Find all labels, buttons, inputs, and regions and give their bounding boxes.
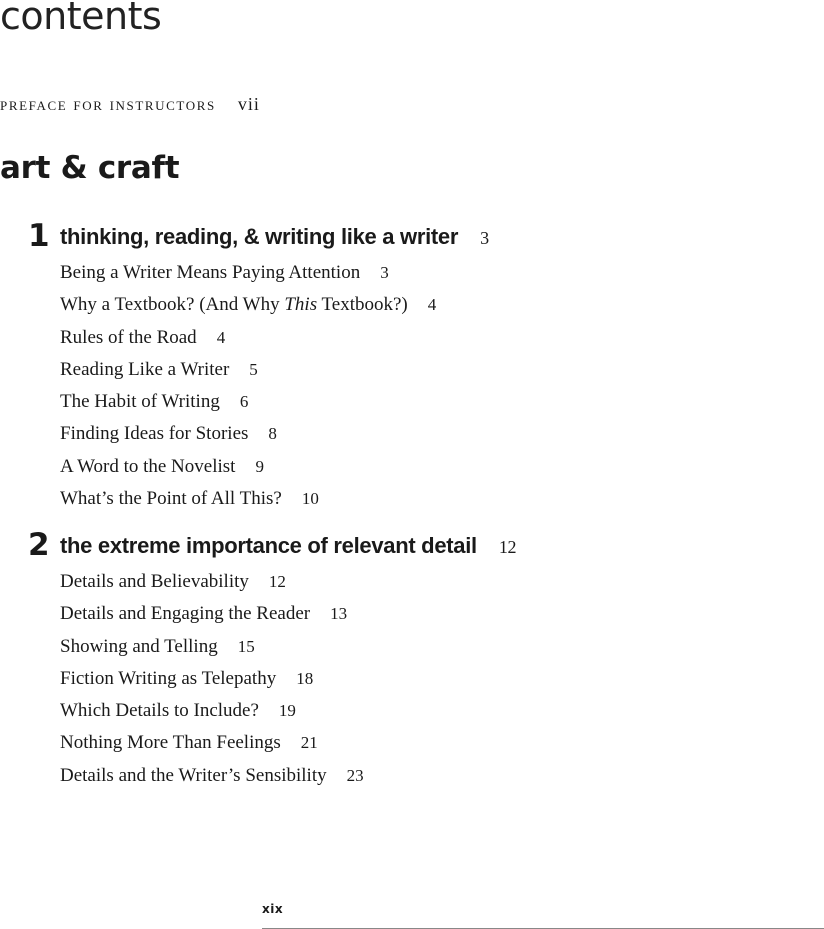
- entry-title: [60, 294, 408, 315]
- entry-page-number: 3: [380, 263, 389, 282]
- toc-entry[interactable]: [60, 354, 436, 386]
- entry-page-number: 10: [301, 489, 319, 509]
- entry-page-number: 13: [330, 604, 348, 624]
- page-folio: xix: [262, 902, 284, 916]
- section-list: [60, 566, 364, 792]
- entry-title: Showing and Telling: [60, 635, 218, 657]
- entry-title: Reading Like a Writer: [60, 358, 230, 380]
- toc-entry[interactable]: [60, 289, 436, 321]
- entry-page-number: 6: [239, 392, 249, 412]
- entry-page-number: 15: [237, 636, 255, 656]
- entry-page-number: 8: [268, 424, 277, 444]
- entry-title: Details and Engaging the Reader: [60, 603, 311, 625]
- entry-title: Details and Believability: [60, 571, 249, 592]
- toc-entry[interactable]: [60, 322, 436, 354]
- entry-page-number: 21: [300, 733, 318, 753]
- toc-entry[interactable]: [60, 386, 436, 418]
- toc-entry[interactable]: [60, 631, 364, 663]
- chapter-heading[interactable]: [0, 218, 824, 256]
- entry-page-number: 9: [255, 456, 264, 476]
- entry-page-number: 18: [296, 668, 314, 688]
- entry-title: Finding Ideas for Stories: [60, 423, 249, 445]
- entry-page-number: 12: [268, 572, 286, 591]
- toc-entry[interactable]: [60, 418, 436, 450]
- toc-entry[interactable]: [60, 760, 364, 792]
- section-list: [60, 257, 436, 515]
- chapter-title-line: [60, 533, 516, 559]
- preface-entry[interactable]: [0, 94, 260, 115]
- chapter-title: the extreme importance of relevant detail: [60, 533, 477, 558]
- entry-title-emphasis: This: [284, 294, 318, 316]
- entry-title: Which Details to Include?: [60, 700, 259, 722]
- toc-entry[interactable]: [60, 727, 364, 759]
- chapter-page-number: 12: [498, 537, 517, 557]
- chapter-2: [0, 527, 824, 786]
- toc-entry[interactable]: [60, 566, 364, 598]
- entry-title: What’s the Point of All This?: [60, 488, 282, 510]
- entry-title: Being a Writer Means Paying Attention: [60, 262, 361, 283]
- page-title: contents: [0, 0, 162, 38]
- entry-title: Details and the Writer’s Sensibility: [60, 764, 327, 786]
- entry-page-number: 5: [249, 359, 258, 379]
- entry-title: Rules of the Road: [60, 326, 197, 348]
- entry-title-part: Textbook?): [317, 294, 408, 316]
- toc-entry[interactable]: [60, 483, 436, 515]
- preface-label: preface for instructors: [0, 94, 216, 114]
- toc-entry[interactable]: [60, 451, 436, 483]
- entry-title-part: Why a Textbook? (And Why: [60, 294, 285, 316]
- entry-page-number: 19: [278, 701, 296, 721]
- entry-page-number: 23: [346, 765, 364, 785]
- toc-entry[interactable]: [60, 695, 364, 727]
- toc-entry[interactable]: [60, 598, 364, 630]
- entry-page-number: 4: [427, 295, 437, 315]
- entry-title: A Word to the Novelist: [60, 455, 236, 477]
- toc-entry[interactable]: [60, 663, 364, 695]
- entry-title: Nothing More Than Feelings: [60, 732, 281, 754]
- chapter-heading[interactable]: [0, 527, 824, 565]
- chapter-1: [0, 218, 824, 510]
- entry-title: The Habit of Writing: [60, 391, 220, 413]
- chapter-page-number: 3: [480, 228, 489, 248]
- entry-page-number: 4: [216, 327, 226, 347]
- preface-page-number: vii: [237, 94, 260, 114]
- chapter-title-line: [60, 224, 489, 250]
- toc-entry[interactable]: [60, 257, 436, 289]
- chapter-number: 1: [28, 218, 50, 254]
- entry-title: Fiction Writing as Telepathy: [60, 667, 277, 689]
- chapter-title: thinking, reading, & writing like a writer: [60, 224, 459, 249]
- chapter-number: 2: [28, 527, 50, 563]
- part-title: art & craft: [0, 150, 180, 186]
